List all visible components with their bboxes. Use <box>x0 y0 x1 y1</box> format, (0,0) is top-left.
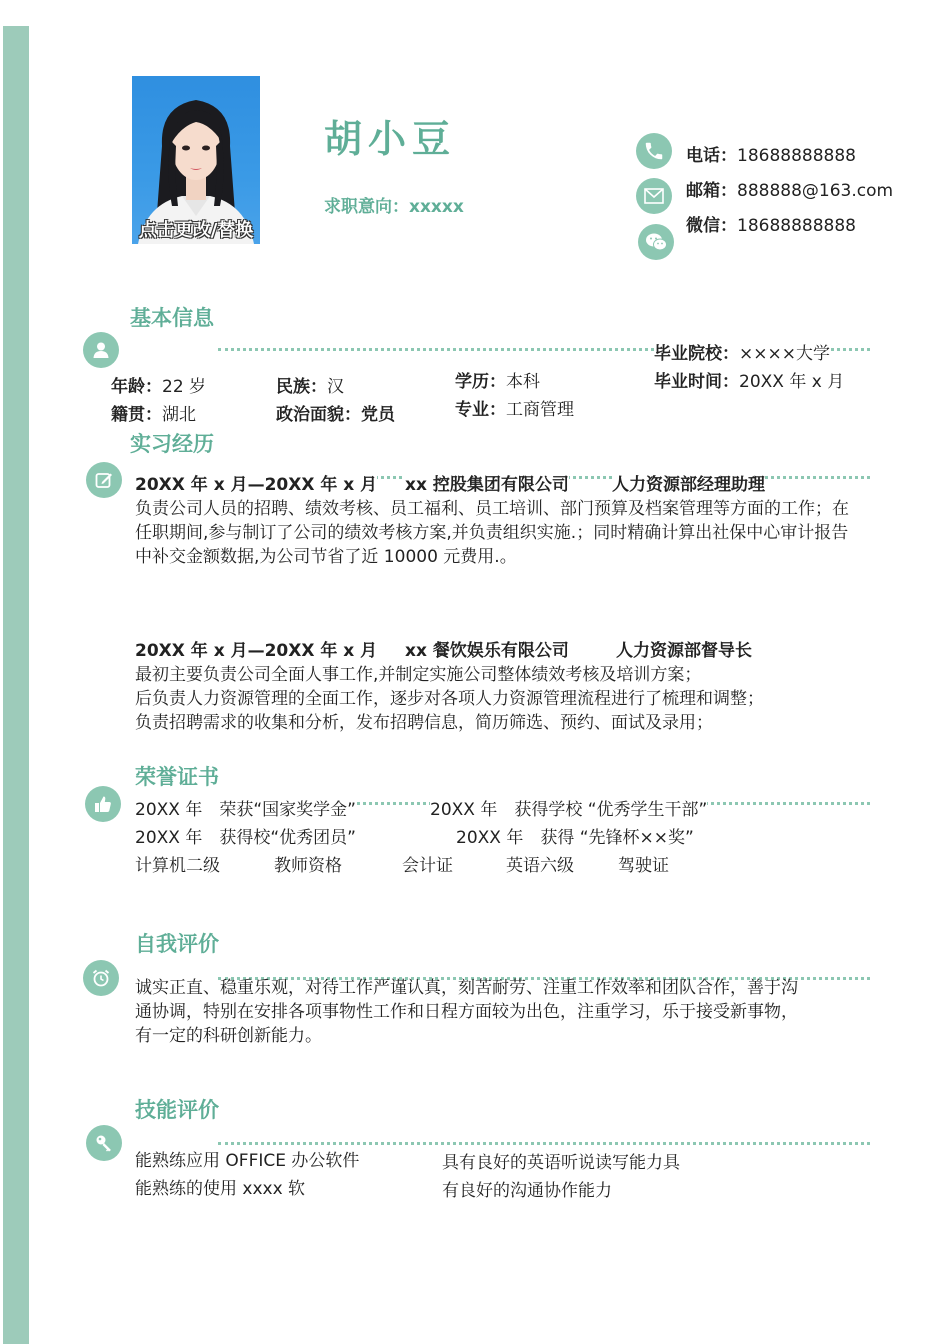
self-eval-title: 自我评价 <box>135 932 219 956</box>
age-field: 年龄：22 岁 <box>111 377 207 397</box>
origin-field: 籍贯：湖北 <box>111 405 196 425</box>
email-line <box>686 176 893 201</box>
honor-4: 20XX 年 获得 “先锋杯××奖” <box>456 828 694 848</box>
alarm-clock-icon <box>83 960 119 996</box>
email-label: 邮箱： <box>686 181 737 201</box>
honors-title: 荣誉证书 <box>135 765 219 789</box>
edit-icon <box>86 462 122 498</box>
phone-label: 电话： <box>686 146 737 166</box>
major-field: 专业：工商管理 <box>455 400 574 420</box>
job-intent: 求职意向：xxxxx <box>324 197 464 217</box>
mail-icon <box>636 178 672 214</box>
experience-title: 实习经历 <box>130 432 214 456</box>
grad-time-field: 毕业时间：20XX 年 x 月 <box>654 372 845 392</box>
key-icon <box>86 1125 122 1161</box>
honor-2: 20XX 年 获得学校 “优秀学生干部” <box>430 800 708 820</box>
honor-1: 20XX 年 荣获“国家奖学金” <box>135 800 356 820</box>
job1-description: 负责公司人员的招聘、绩效考核、员工福利、员工培训、部门预算及档案管理等方面的工作；在 任职期间,参与制订了公司的绩效考核方案,并负责组织实施.；同时精确计算出社保中心审计报告 中补交金额数据,为公司节省了近 10000 元费用.。 <box>135 499 849 567</box>
job2-role: 人力资源部督导长 <box>616 641 752 661</box>
skill-item: 具有良好的英语听说读写能力具 <box>442 1153 680 1173</box>
skill-item: 能熟练的使用 xxxx 软 <box>135 1179 306 1199</box>
cert-item: 计算机二级 <box>135 856 220 876</box>
experience-title-clip <box>130 432 230 456</box>
cert-item: 英语六级 <box>506 856 574 876</box>
phone-icon <box>636 133 672 169</box>
basic-info-title: 基本信息 <box>130 306 214 330</box>
honor-3: 20XX 年 获得校“优秀团员” <box>135 828 356 848</box>
phone-value[interactable]: 18688888888 <box>737 146 856 166</box>
wechat-label: 微信： <box>686 216 737 236</box>
skill-item: 有良好的沟通协作能力 <box>442 1181 612 1201</box>
skills-title: 技能评价 <box>135 1098 219 1122</box>
thumbs-up-icon <box>85 786 121 822</box>
job1-role: 人力资源部经理助理 <box>612 475 765 495</box>
job2-period: 20XX 年 x 月—20XX 年 x 月 <box>135 641 378 661</box>
job2-company: xx 餐饮娱乐有限公司 <box>405 641 569 661</box>
ethnicity-field: 民族：汉 <box>276 377 344 397</box>
person-icon <box>83 332 119 368</box>
candidate-name: 胡小豆 <box>324 116 457 161</box>
wechat-value[interactable]: 18688888888 <box>737 216 856 236</box>
cert-item: 教师资格 <box>274 856 342 876</box>
wechat-icon <box>638 224 674 260</box>
education-field: 学历：本科 <box>455 372 540 392</box>
skills-divider <box>218 1142 870 1145</box>
wechat-line <box>686 211 856 236</box>
cert-item: 会计证 <box>402 856 453 876</box>
side-strip <box>3 26 29 1344</box>
job2-description: 最初主要负责公司全面人事工作,并制定实施公司整体绩效考核及培训方案； 后负责人力资源管理的全面工作，逐步对各项人力资源管理流程进行了梳理和调整； 负责招聘需求的收集和分析，发布招聘信息，简历筛选、预约、面试及录用； <box>135 665 764 733</box>
job1-company: xx 控股集团有限公司 <box>405 475 569 495</box>
email-value[interactable]: 888888@163.com <box>737 181 894 201</box>
photo-caption[interactable]: 点击更改/替换 <box>138 220 254 241</box>
political-field: 政治面貌：党员 <box>276 405 395 425</box>
skill-item: 能熟练应用 OFFICE 办公软件 <box>135 1151 360 1171</box>
phone-line <box>686 141 856 166</box>
cert-item: 驾驶证 <box>618 856 669 876</box>
job1-period: 20XX 年 x 月—20XX 年 x 月 <box>135 475 378 495</box>
school-field: 毕业院校：××××大学 <box>654 344 830 364</box>
self-eval-text: 诚实正直、稳重乐观，对待工作严谨认真，刻苦耐劳、注重工作效率和团队合作，善于沟 通协调，特别在安排各项事物性工作和日程方面较为出色，注重学习，乐于接受新事物， 有一定的科研创新能力。 <box>135 978 798 1046</box>
profile-photo[interactable] <box>132 76 260 244</box>
